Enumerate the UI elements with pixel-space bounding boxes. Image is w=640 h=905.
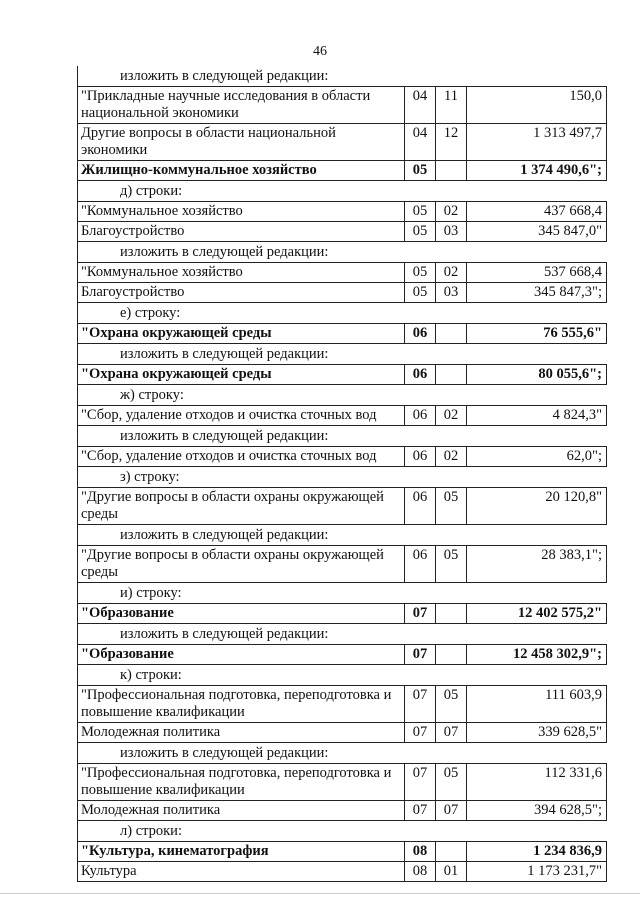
budget-row — [78, 222, 607, 242]
row-name: "Образование — [78, 604, 405, 624]
budget-row — [78, 723, 607, 743]
budget-table — [77, 841, 607, 882]
section-code: 05 — [405, 161, 436, 181]
amendment-instruction: изложить в следующей редакции: — [77, 66, 607, 86]
amendment-instruction: д) строки: — [77, 181, 607, 201]
row-amount: 537 668,4 — [467, 263, 607, 283]
subsection-code: 01 — [436, 862, 467, 882]
section-code: 08 — [405, 842, 436, 862]
row-amount: 1 234 836,9 — [467, 842, 607, 862]
budget-row — [78, 87, 607, 124]
subsection-code: 12 — [436, 124, 467, 161]
amendment-instruction: и) строку: — [77, 583, 607, 603]
section-code: 06 — [405, 488, 436, 525]
budget-row — [78, 488, 607, 525]
section-code: 06 — [405, 406, 436, 426]
row-name: "Профессиональная подготовка, переподготовка и повышение квалификации — [78, 764, 405, 801]
row-name: "Коммунальное хозяйство — [78, 202, 405, 222]
subsection-code: 02 — [436, 406, 467, 426]
row-amount: 1 313 497,7 — [467, 124, 607, 161]
row-name: Жилищно-коммунальное хозяйство — [78, 161, 405, 181]
budget-table — [77, 603, 607, 624]
budget-row — [78, 546, 607, 583]
budget-table — [77, 763, 607, 821]
budget-row — [78, 324, 607, 344]
amendment-instruction: изложить в следующей редакции: — [77, 426, 607, 446]
budget-row — [78, 842, 607, 862]
page-edge-line — [0, 893, 640, 894]
row-amount: 345 847,0" — [467, 222, 607, 242]
row-amount: 394 628,5"; — [467, 801, 607, 821]
section-code: 06 — [405, 324, 436, 344]
amendment-instruction: изложить в следующей редакции: — [77, 344, 607, 364]
subsection-code: 07 — [436, 723, 467, 743]
amendment-instruction: з) строку: — [77, 467, 607, 487]
budget-table — [77, 685, 607, 743]
section-code: 05 — [405, 263, 436, 283]
subsection-code — [436, 365, 467, 385]
amendment-instruction: изложить в следующей редакции: — [77, 525, 607, 545]
budget-table — [77, 86, 607, 181]
budget-row — [78, 406, 607, 426]
subsection-code: 03 — [436, 222, 467, 242]
amendment-instruction: е) строку: — [77, 303, 607, 323]
budget-table — [77, 545, 607, 583]
budget-row — [78, 161, 607, 181]
subsection-code: 11 — [436, 87, 467, 124]
row-name: "Образование — [78, 645, 405, 665]
subsection-code: 07 — [436, 801, 467, 821]
section-code: 05 — [405, 222, 436, 242]
budget-table — [77, 446, 607, 467]
subsection-code — [436, 161, 467, 181]
row-name: "Охрана окружающей среды — [78, 365, 405, 385]
budget-table — [77, 644, 607, 665]
row-name: Благоустройство — [78, 222, 405, 242]
row-amount: 12 402 575,2" — [467, 604, 607, 624]
row-amount: 12 458 302,9"; — [467, 645, 607, 665]
budget-row — [78, 862, 607, 882]
row-name: Молодежная политика — [78, 801, 405, 821]
row-amount: 4 824,3" — [467, 406, 607, 426]
subsection-code — [436, 324, 467, 344]
row-name: Культура — [78, 862, 405, 882]
subsection-code — [436, 842, 467, 862]
budget-row — [78, 202, 607, 222]
section-code: 07 — [405, 686, 436, 723]
row-amount: 111 603,9 — [467, 686, 607, 723]
section-code: 07 — [405, 604, 436, 624]
section-code: 07 — [405, 801, 436, 821]
row-name: "Профессиональная подготовка, переподготовка и повышение квалификации — [78, 686, 405, 723]
subsection-code: 02 — [436, 447, 467, 467]
row-name: "Другие вопросы в области охраны окружающей среды — [78, 488, 405, 525]
budget-row — [78, 283, 607, 303]
row-name: "Охрана окружающей среды — [78, 324, 405, 344]
row-amount: 339 628,5" — [467, 723, 607, 743]
row-amount: 20 120,8" — [467, 488, 607, 525]
subsection-code: 05 — [436, 686, 467, 723]
section-code: 04 — [405, 87, 436, 124]
row-amount: 1 173 231,7" — [467, 862, 607, 882]
budget-row — [78, 764, 607, 801]
subsection-code: 05 — [436, 764, 467, 801]
amendment-instruction: к) строки: — [77, 665, 607, 685]
row-amount: 112 331,6 — [467, 764, 607, 801]
row-amount: 76 555,6" — [467, 324, 607, 344]
row-amount: 150,0 — [467, 87, 607, 124]
budget-row — [78, 801, 607, 821]
section-code: 07 — [405, 764, 436, 801]
subsection-code: 05 — [436, 488, 467, 525]
amendment-instruction: изложить в следующей редакции: — [77, 743, 607, 763]
amendment-instruction: изложить в следующей редакции: — [77, 242, 607, 262]
budget-table — [77, 323, 607, 344]
section-code: 05 — [405, 202, 436, 222]
row-amount: 437 668,4 — [467, 202, 607, 222]
budget-table — [77, 364, 607, 385]
section-code: 08 — [405, 862, 436, 882]
document-body — [77, 66, 607, 882]
row-amount: 80 055,6"; — [467, 365, 607, 385]
section-code: 07 — [405, 723, 436, 743]
row-amount: 1 374 490,6"; — [467, 161, 607, 181]
budget-row — [78, 263, 607, 283]
row-name: "Другие вопросы в области охраны окружающей среды — [78, 546, 405, 583]
budget-row — [78, 645, 607, 665]
section-code: 07 — [405, 645, 436, 665]
subsection-code — [436, 645, 467, 665]
row-amount: 62,0"; — [467, 447, 607, 467]
subsection-code: 03 — [436, 283, 467, 303]
section-code: 05 — [405, 283, 436, 303]
row-name: "Сбор, удаление отходов и очистка сточных вод — [78, 406, 405, 426]
amendment-instruction: изложить в следующей редакции: — [77, 624, 607, 644]
subsection-code: 02 — [436, 202, 467, 222]
subsection-code: 02 — [436, 263, 467, 283]
budget-row — [78, 447, 607, 467]
section-code: 06 — [405, 365, 436, 385]
section-code: 06 — [405, 546, 436, 583]
budget-row — [78, 124, 607, 161]
budget-row — [78, 365, 607, 385]
budget-table — [77, 201, 607, 242]
row-name: Другие вопросы в области национальной экономики — [78, 124, 405, 161]
subsection-code — [436, 604, 467, 624]
amendment-instruction: л) строки: — [77, 821, 607, 841]
row-name: Благоустройство — [78, 283, 405, 303]
budget-table — [77, 487, 607, 525]
budget-row — [78, 604, 607, 624]
budget-row — [78, 686, 607, 723]
row-name: "Прикладные научные исследования в области национальной экономики — [78, 87, 405, 124]
budget-table — [77, 405, 607, 426]
section-code: 04 — [405, 124, 436, 161]
row-name: "Коммунальное хозяйство — [78, 263, 405, 283]
row-name: "Культура, кинематография — [78, 842, 405, 862]
subsection-code: 05 — [436, 546, 467, 583]
budget-table — [77, 262, 607, 303]
row-amount: 28 383,1"; — [467, 546, 607, 583]
amendment-instruction: ж) строку: — [77, 385, 607, 405]
section-code: 06 — [405, 447, 436, 467]
row-name: "Сбор, удаление отходов и очистка сточных вод — [78, 447, 405, 467]
row-name: Молодежная политика — [78, 723, 405, 743]
page-number: 46 — [313, 44, 327, 59]
row-amount: 345 847,3"; — [467, 283, 607, 303]
